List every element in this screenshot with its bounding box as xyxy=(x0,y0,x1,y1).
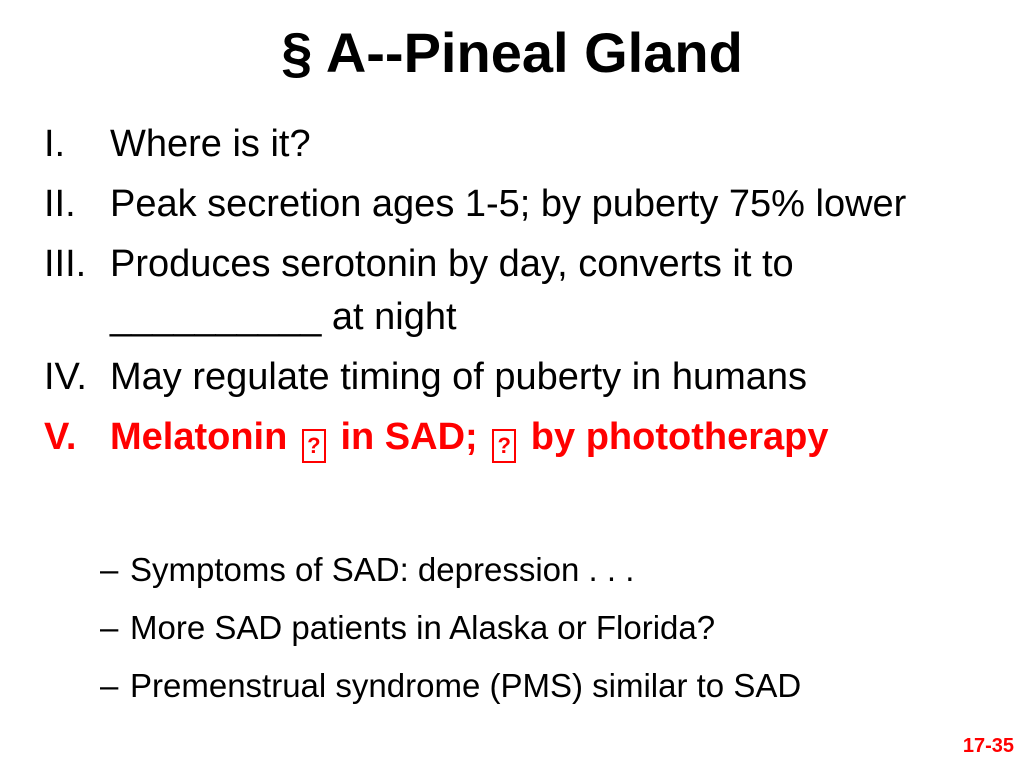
list-item-number: IV. xyxy=(44,356,87,398)
highlight-part-2: in SAD; xyxy=(340,416,478,458)
sub-item-text: Symptoms of SAD: depression . . . xyxy=(130,551,635,588)
list-item-number: II. xyxy=(44,183,76,225)
list-item-text: Where is it? xyxy=(110,123,311,165)
sub-item-3 xyxy=(100,666,1000,706)
list-item-text xyxy=(110,411,1004,464)
sub-item-1 xyxy=(100,550,1000,590)
list-item-text: May regulate timing of puberty in humans xyxy=(110,356,808,398)
list-item-number: III. xyxy=(44,243,87,285)
slide-title: § A--Pineal Gland xyxy=(281,21,743,84)
list-item-number: V. xyxy=(44,416,77,458)
sub-item-dash: – xyxy=(100,609,119,646)
sub-item-text: Premenstrual syndrome (PMS) similar to SAD xyxy=(130,667,802,704)
sub-item-text: More SAD patients in Alaska or Florida? xyxy=(130,609,716,646)
list-item-text: Produces serotonin by day, converts it to __________ at night xyxy=(110,243,794,338)
list-item-4 xyxy=(44,351,1004,404)
list-item-text: Peak secretion ages 1-5; by puberty 75% lower xyxy=(110,183,907,225)
list-item-5-highlight xyxy=(44,411,1004,464)
list-item-2 xyxy=(44,178,1004,231)
highlight-part-3: by phototherapy xyxy=(530,416,829,458)
sub-item-dash: – xyxy=(100,551,119,588)
numbered-list xyxy=(44,118,1004,464)
sub-item-2 xyxy=(100,608,1000,648)
missing-glyph-icon: ? xyxy=(302,429,326,463)
missing-glyph-icon: ? xyxy=(492,429,516,463)
list-item-number: I. xyxy=(44,123,66,165)
sub-item-dash: – xyxy=(100,667,119,704)
sub-list xyxy=(100,550,1000,724)
list-item-1 xyxy=(44,118,1004,171)
page-number: 17-35 xyxy=(962,735,1014,757)
list-item-3 xyxy=(44,238,1004,344)
highlight-part-1: Melatonin xyxy=(110,416,288,458)
